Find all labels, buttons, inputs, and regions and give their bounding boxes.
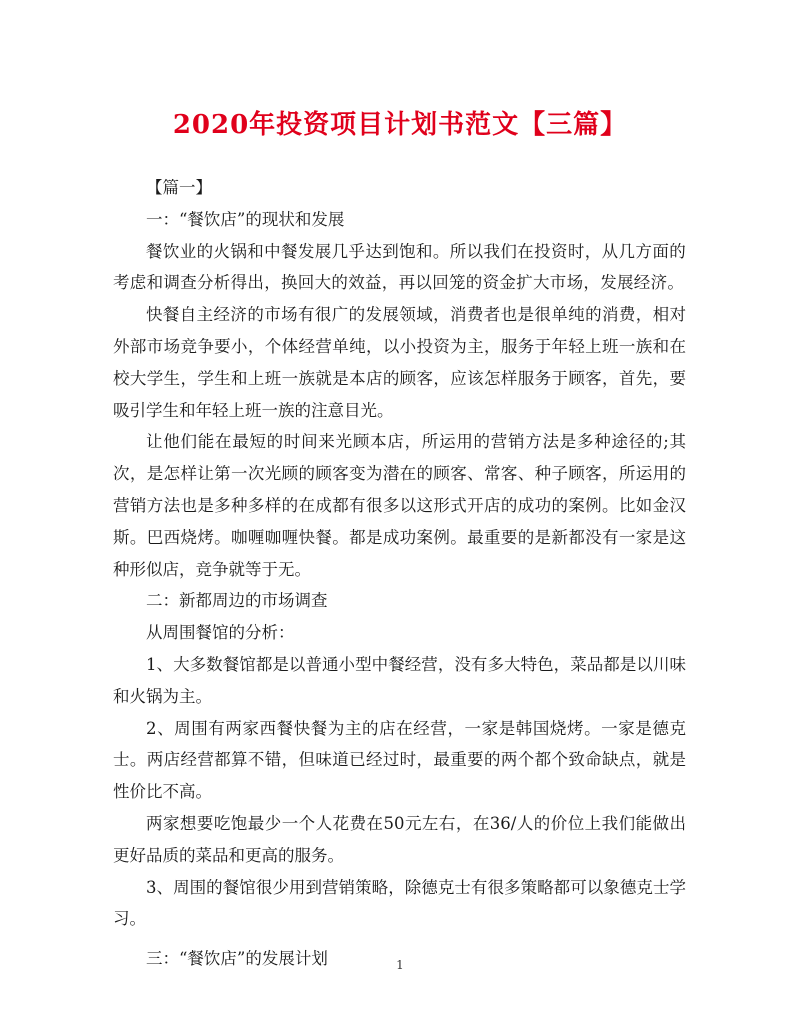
paragraph-pricing: 两家想要吃饱最少一个人花费在50元左右，在36/人的价位上我们能做出更好品质的菜品和更高的服务。 xyxy=(113,813,686,865)
page-number: 1 xyxy=(396,958,404,972)
section-heading-development-plan: 三：“餐饮店”的发展计划 xyxy=(146,949,328,969)
section-heading-part-one: 【篇一】 xyxy=(146,178,212,197)
section-heading-market-survey: 二：新都周边的市场调查 xyxy=(146,591,328,611)
paragraph-analysis-intro: 从周围餐馆的分析： xyxy=(146,623,295,643)
paragraph-market-saturation: 餐饮业的火锅和中餐发展几乎达到饱和。所以我们在投资时，从几方面的考虑和调查分析得出，换回大的效益，再以回笼的资金扩大市场，发展经济。 xyxy=(113,241,686,293)
document-body xyxy=(113,172,686,975)
section-heading-status: 一：“餐饮店”的现状和发展 xyxy=(146,209,345,229)
paragraph-fast-food-market: 快餐自主经济的市场有很广的发展领域，消费者也是很单纯的消费，相对外部市场竞争要小，个体经营单纯，以小投资为主，服务于年轻上班一族和在校大学生，学生和上班一族就是本店的顾客，应该怎样服务于顾客，首先，要吸引学生和年轻上班一族的注意目光。 xyxy=(113,305,686,420)
list-item-3: 3、周围的餐馆很少用到营销策略，除德克士有很多策略都可以象德克士学习。 xyxy=(113,877,686,929)
list-item-2: 2、周围有两家西餐快餐为主的店在经营，一家是韩国烧烤。一家是德克士。两店经营都算不错，但味道已经过时，最重要的两个都个致命缺点，就是性价比不高。 xyxy=(113,718,686,802)
paragraph-marketing-methods: 让他们能在最短的时间来光顾本店，所运用的营销方法是多种途径的;其次，是怎样让第一次光顾的顾客变为潜在的顾客、常客、种子顾客，所运用的营销方法也是多种多样的在成都有很多以这形式开店的成功的案例。比如金汉斯。巴西烧烤。咖喱咖喱快餐。都是成功案例。最重要的是新都没有一家是这种形似店，竞争就等于无。 xyxy=(113,432,686,579)
list-item-1: 1、大多数餐馆都是以普通小型中餐经营，没有多大特色，菜品都是以川味和火锅为主。 xyxy=(113,654,686,706)
document-title: 2020年投资项目计划书范文【三篇】 xyxy=(172,110,628,140)
